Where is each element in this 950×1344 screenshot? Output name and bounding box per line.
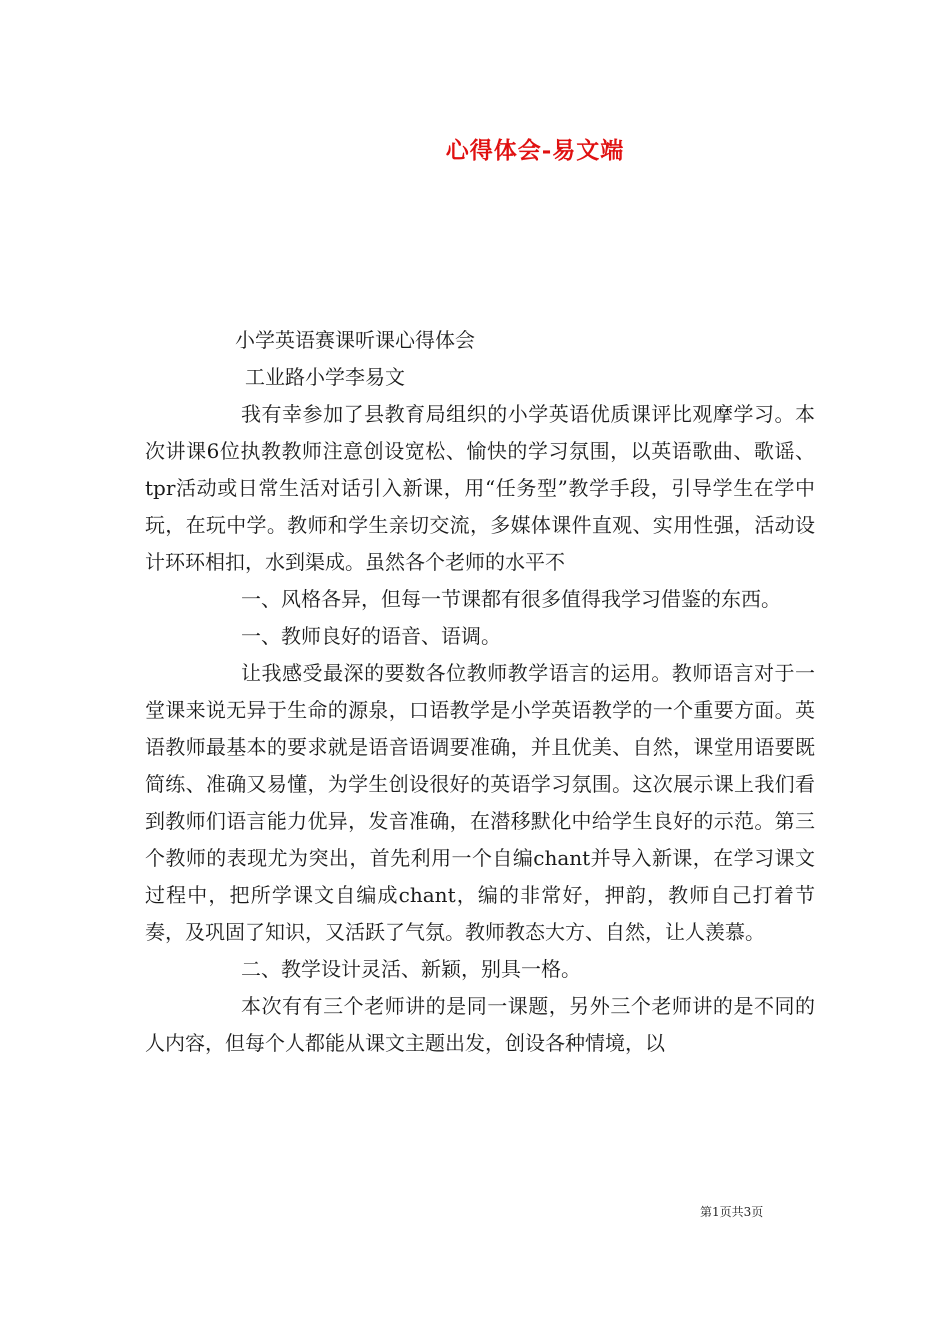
article-byline: 工业路小学李易文 xyxy=(245,365,405,389)
section-heading: 二、教学设计灵活、新颖，别具一格。 xyxy=(241,957,581,981)
paragraph: 本次有有三个老师讲的是同一课题，另外三个老师讲的是不同的人内容，但每个人都能从课文主题出发，创设各种情境，以 xyxy=(145,994,815,1055)
paragraph: 让我感受最深的要数各位教师教学语言的运用。教师语言对于一堂课来说无异于生命的源泉，口语教学是小学英语教学的一个重要方面。英语教师最基本的要求就是语音语调要准确，并且优美、自然，课堂用语要既简练、准确又易懂，为学生创设很好的英语学习氛围。这次展示课上我们看到教师们语言能力优异，发音准确，在潜移默化中给学生良好的示范。第三个教师的表现尤为突出，首先利用一个自编chant并导入新课，在学习课文过程中，把所学课文自编成chant，编的非常好，押韵，教师自己打着节奏，及巩固了知识，又活跃了气氛。教师教态大方、自然，让人羡慕。 xyxy=(145,661,815,944)
document-title: 心得体会-易文端 xyxy=(445,137,625,164)
article-heading: 小学英语赛课听课心得体会 xyxy=(235,328,475,352)
section-heading: 一、教师良好的语音、语调。 xyxy=(241,624,501,648)
document-body xyxy=(145,322,815,1062)
paragraph: 我有幸参加了县教育局组织的小学英语优质课评比观摩学习。本次讲课6位执教教师注意创设宽松、愉快的学习氛围，以英语歌曲、歌谣、tpr活动或日常生活对话引入新课，用“任务型”教学手段，引导学生在学中玩，在玩中学。教师和学生亲切交流，多媒体课件直观、实用性强，活动设计环环相扣，水到渠成。虽然各个老师的水平不 xyxy=(145,402,815,574)
page-number: 第1页共3页 xyxy=(700,1205,764,1219)
paragraph: 一、风格各异，但每一节课都有很多值得我学习借鉴的东西。 xyxy=(241,587,781,611)
